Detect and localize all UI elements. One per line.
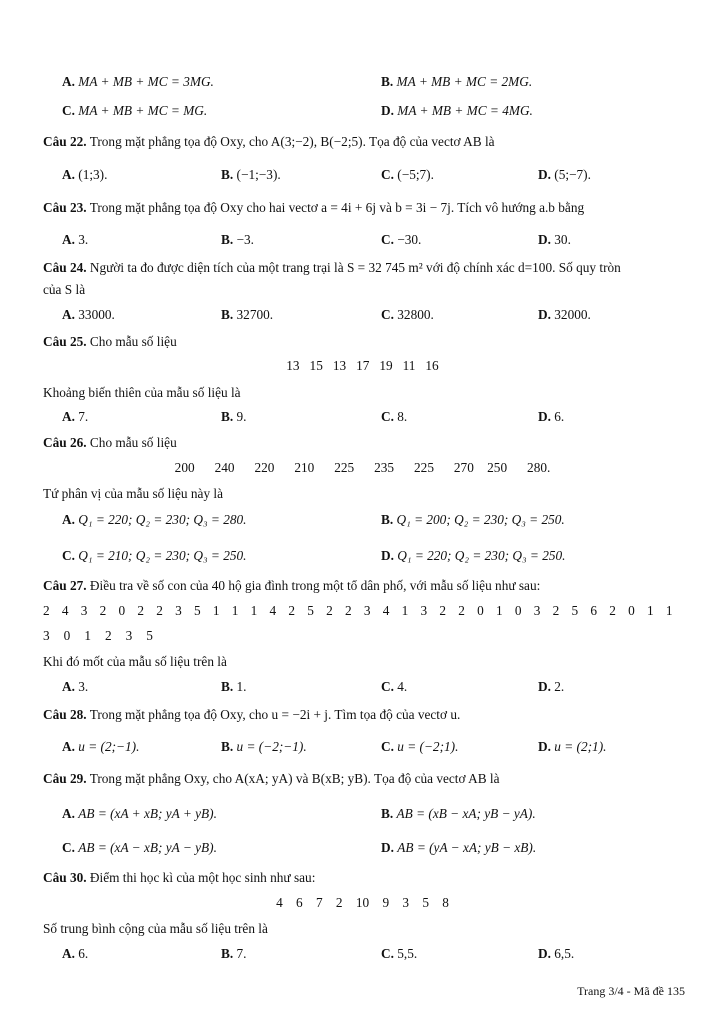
q25-stem: Câu 25. Cho mẫu số liệu <box>43 334 177 349</box>
q24-options <box>0 304 725 326</box>
q29-option-a: A. AB = (xA + xB; yA + yB). <box>62 806 217 821</box>
q25-question: Khoảng biến thiên của mẫu số liệu là <box>43 385 241 400</box>
q29-options-row-2 <box>0 837 725 859</box>
q25-options <box>0 406 725 428</box>
q27-value: 0 <box>514 603 522 618</box>
q27-value: 0 <box>63 628 71 643</box>
q28-option-a: A. u = (2;−1). <box>62 739 140 754</box>
q24-option-a: A. 33000. <box>62 307 115 322</box>
q25-option-c: C. 8. <box>381 409 408 424</box>
q27-option-d: D. 2. <box>538 679 565 694</box>
q27-value: 4 <box>61 603 69 618</box>
q28-option-d: D. u = (2;1). <box>538 739 607 754</box>
q29-option-c: C. AB = (xA − xB; yA − yB). <box>62 840 217 855</box>
q27-question: Khi đó mốt của mẫu số liệu trên là <box>43 654 227 669</box>
q24-option-d: D. 32000. <box>538 307 591 322</box>
q26-stem: Câu 26. Cho mẫu số liệu <box>43 435 177 450</box>
q26-option-d: D. Q₁ = 220; Q₂ = 230; Q₃ = 250. <box>381 548 566 563</box>
q26-option-b: B. Q₁ = 200; Q₂ = 230; Q₃ = 250. <box>381 512 565 527</box>
q21-options-row-2 <box>0 100 725 122</box>
q26-question: Tứ phân vị của mẫu số liệu này là <box>43 486 224 501</box>
q28-option-c: C. u = (−2;1). <box>381 739 459 754</box>
q23-options <box>0 229 725 251</box>
q23-option-b: B. −3. <box>221 232 255 247</box>
q27-value: 1 <box>665 603 673 618</box>
q23-option-c: C. −30. <box>381 232 422 247</box>
q27-value: 2 <box>458 603 465 618</box>
q21-option-d: D. MA + MB + MC = 4MG. <box>381 103 533 118</box>
q21-option-c: C. MA + MB + MC = MG. <box>62 103 208 118</box>
q29-stem: Câu 29. Trong mặt phẳng Oxy, cho A(xA; yA) và B(xB; yB). Tọa độ của vectơ AB là <box>43 771 500 786</box>
q21-options-row-1 <box>0 71 725 93</box>
q27-value: 1 <box>250 603 258 618</box>
q28-options <box>0 736 725 758</box>
q21-option-a: A. MA + MB + MC = 3MG. <box>62 74 214 89</box>
q25-data: 13 15 13 17 19 11 16 <box>286 358 439 373</box>
q27-value: 1 <box>231 603 239 618</box>
q27-value: 2 <box>609 603 616 618</box>
q22-option-a: A. (1;3). <box>62 167 108 182</box>
q27-value: 1 <box>647 603 654 618</box>
q22-stem: Câu 22. Trong mặt phẳng tọa độ Oxy, cho A(3;−2), B(−2;5). Tọa độ của vectơ AB là <box>43 134 495 149</box>
q27-value: 2 <box>104 628 112 643</box>
q27-options <box>0 676 725 698</box>
q27-value: 5 <box>307 603 314 618</box>
q27-value: 2 <box>288 603 296 618</box>
q26-options-row-2 <box>0 545 725 567</box>
q30-option-d: D. 6,5. <box>538 946 575 961</box>
q27-value: 3 <box>80 603 88 618</box>
q21-option-b: B. MA + MB + MC = 2MG. <box>381 74 533 89</box>
q27-option-c: C. 4. <box>381 679 408 694</box>
q27-value: 2 <box>552 603 560 618</box>
q23-option-d: D. 30. <box>538 232 571 247</box>
q29-option-b: B. AB = (xB − xA; yB − yA). <box>381 806 536 821</box>
q27-value: 2 <box>156 603 163 618</box>
q29-options-row-1 <box>0 803 725 825</box>
q25-option-a: A. 7. <box>62 409 89 424</box>
q27-option-a: A. 3. <box>62 679 89 694</box>
q27-value: 5 <box>146 628 153 643</box>
q27-value: 0 <box>628 603 635 618</box>
q27-value: 1 <box>401 603 409 618</box>
q22-option-d: D. (5;−7). <box>538 167 591 182</box>
q24-stem: Câu 24. Người ta đo được diện tích của một trang trại là S = 32 745 m² với độ chính xác d=100. Số quy tròn <box>43 260 621 275</box>
q27-value: 5 <box>194 603 201 618</box>
q27-value: 1 <box>212 603 220 618</box>
q26-option-c: C. Q₁ = 210; Q₂ = 230; Q₃ = 250. <box>62 548 247 563</box>
q26-options-row-1 <box>0 509 725 531</box>
q27-value: 2 <box>137 603 145 618</box>
q27-value: 1 <box>496 603 503 618</box>
q27-value: 6 <box>590 603 598 618</box>
q26-option-a: A. Q₁ = 220; Q₂ = 230; Q₃ = 280. <box>62 512 247 527</box>
q23-stem: Câu 23. Trong mặt phẳng tọa độ Oxy cho hai vectơ a = 4i + 6j và b = 3i − 7j. Tích vô hướng a.b bằng <box>43 200 585 215</box>
q30-option-a: A. 6. <box>62 946 89 961</box>
q27-value: 4 <box>269 603 277 618</box>
q30-option-c: C. 5,5. <box>381 946 418 961</box>
q22-option-b: B. (−1;−3). <box>221 167 281 182</box>
q27-stem: Câu 27. Điều tra về số con của 40 hộ gia đình trong một tổ dân phố, với mẫu số liệu như sau: <box>43 578 541 593</box>
q27-value: 3 <box>420 603 428 618</box>
q26-data: 200 240 220 210 225 235 225 270 250 280. <box>174 460 551 475</box>
q28-option-b: B. u = (−2;−1). <box>221 739 307 754</box>
q27-data-line-2 <box>43 625 153 647</box>
q24-option-c: C. 32800. <box>381 307 434 322</box>
q27-value: 3 <box>43 628 50 643</box>
q24-stem-continued: của S là <box>43 282 86 297</box>
q27-value: 2 <box>99 603 107 618</box>
q28-stem: Câu 28. Trong mặt phẳng tọa độ Oxy, cho u = −2i + j. Tìm tọa độ của vectơ u. <box>43 707 461 722</box>
q30-data: 4 6 7 2 10 9 3 5 8 <box>276 895 449 910</box>
page-footer: Trang 3/4 - Mã đề 135 <box>577 984 685 998</box>
q27-data-line-1 <box>43 600 673 622</box>
q27-value: 3 <box>533 603 541 618</box>
q30-stem: Câu 30. Điểm thi học kì của một học sinh như sau: <box>43 870 316 885</box>
q27-value: 2 <box>43 603 50 618</box>
q25-option-b: B. 9. <box>221 409 247 424</box>
q27-value: 2 <box>326 603 333 618</box>
q27-value: 3 <box>175 603 182 618</box>
q22-options <box>0 164 725 186</box>
q27-value: 3 <box>125 628 133 643</box>
q30-option-b: B. 7. <box>221 946 247 961</box>
q27-value: 2 <box>439 603 447 618</box>
q23-option-a: A. 3. <box>62 232 89 247</box>
q29-option-d: D. AB = (yA − xA; yB − xB). <box>381 840 537 855</box>
q27-option-b: B. 1. <box>221 679 247 694</box>
q27-value: 2 <box>345 603 352 618</box>
q30-options <box>0 943 725 965</box>
q27-value: 0 <box>477 603 484 618</box>
q25-option-d: D. 6. <box>538 409 565 424</box>
q27-value: 4 <box>382 603 390 618</box>
q27-value: 0 <box>118 603 126 618</box>
q22-option-c: C. (−5;7). <box>381 167 434 182</box>
q27-value: 5 <box>571 603 579 618</box>
q27-value: 3 <box>363 603 371 618</box>
q30-question: Số trung bình cộng của mẫu số liệu trên là <box>43 921 268 936</box>
q24-option-b: B. 32700. <box>221 307 274 322</box>
q27-value: 1 <box>84 628 91 643</box>
